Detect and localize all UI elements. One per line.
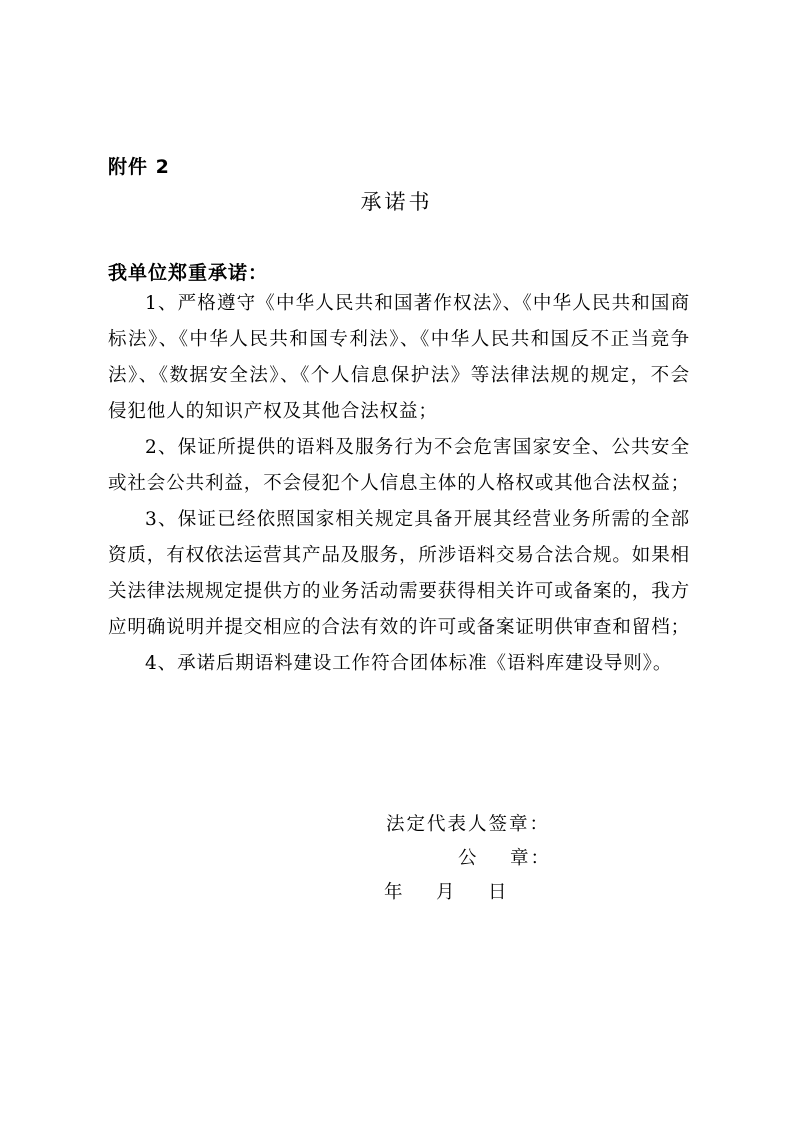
document-title: 承诺书: [360, 190, 433, 214]
clause-1: 1、严格遵守《中华人民共和国著作权法》、《中华人民共和国商标法》、《中华人民共和国专利法》、《中华人民共和国反不正当竞争法》、《数据安全法》、《个人信息保护法》等法律法规的规定，不会侵犯他人的知识产权及其他合法权益；: [108, 293, 690, 422]
official-seal-field: 公 章：: [458, 848, 552, 869]
attachment-label: 附件 2: [108, 156, 170, 178]
clause-2: 2、保证所提供的语料及服务行为不会危害国家安全、公共安全或社会公共利益，不会侵犯个人信息主体的人格权或其他合法权益；: [108, 437, 691, 494]
commitment-intro: 我单位郑重承诺：: [108, 262, 269, 284]
date-field: 年 月 日: [384, 882, 509, 903]
commitment-body: [108, 286, 690, 682]
clause-4: 4、承诺后期语料建设工作符合团体标准《语料库建设导则》。: [145, 653, 673, 674]
clause-3: 3、保证已经依照国家相关规定具备开展其经营业务所需的全部资质，有权依法运营其产品及服务，所涉语料交易合法合规。如果相关法律法规规定提供方的业务活动需要获得相关许可或备案的，我方应明确说明并提交相应的合法有效的许可或备案证明供审查和留档；: [108, 509, 691, 638]
legal-representative-signature: 法定代表人签章：: [386, 814, 551, 835]
